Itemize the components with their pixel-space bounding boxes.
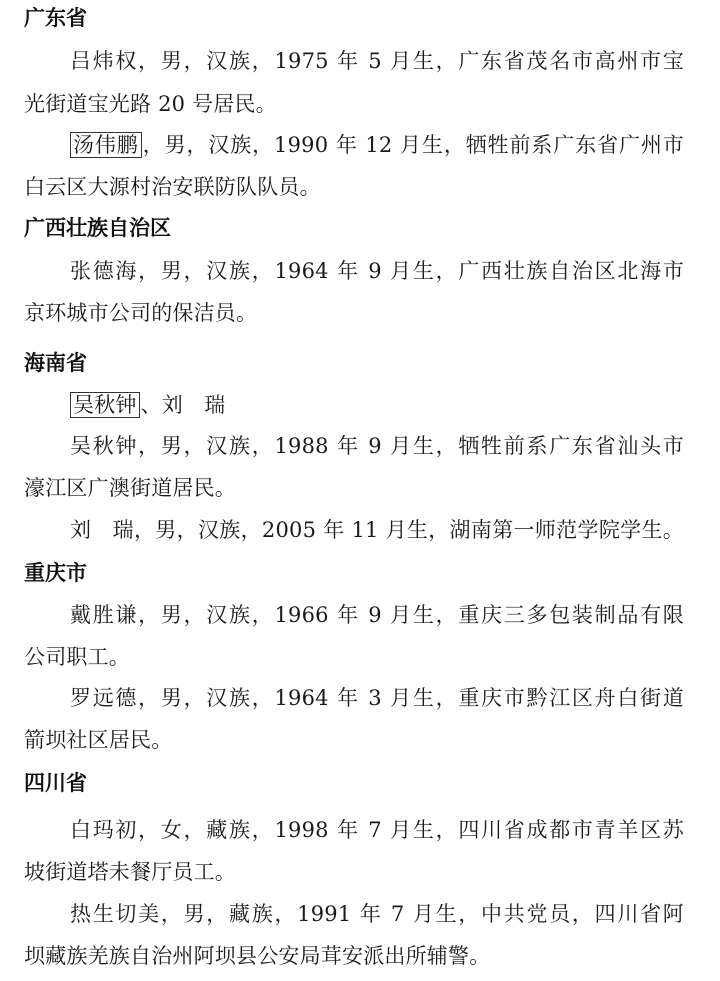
entry-line: 白玛初，女，藏族，1998 年 7 月生，四川省成都市青羊区苏 (70, 818, 684, 842)
section-heading-sichuan: 四川省 (24, 771, 87, 795)
section-heading-hainan: 海南省 (24, 351, 87, 375)
section-heading-guangdong: 广东省 (24, 6, 87, 30)
entry-line: 戴胜谦，男，汉族，1966 年 9 月生，重庆三多包装制品有限 (70, 603, 684, 627)
group-title-rest: 、刘 瑞 (140, 393, 226, 417)
entry-line: 白云区大源村治安联防队队员。 (24, 175, 321, 199)
group-title (70, 390, 225, 420)
boxed-name: 吴秋钟 (70, 392, 140, 418)
entry-line: 光街道宝光路 20 号居民。 (24, 92, 277, 116)
section-heading-guangxi: 广西壮族自治区 (24, 216, 171, 240)
entry-line (70, 130, 684, 160)
section-heading-chongqing: 重庆市 (24, 561, 87, 585)
entry-line: 张德海，男，汉族，1964 年 9 月生，广西壮族自治区北海市 (70, 259, 684, 283)
entry-line: 京环城市公司的保洁员。 (24, 301, 258, 325)
entry-line: 罗远德，男，汉族，1964 年 3 月生，重庆市黔江区舟白街道 (70, 686, 684, 710)
entry-line: 坝藏族羌族自治州阿坝县公安局茸安派出所辅警。 (24, 944, 491, 968)
entry-line: 坡街道塔未餐厅员工。 (24, 860, 236, 884)
boxed-name: 汤伟鹏 (70, 132, 142, 158)
entry-line: 刘 瑞，男，汉族，2005 年 11 月生，湖南第一师范学院学生。 (70, 518, 684, 542)
entry-line: 吴秋钟，男，汉族，1988 年 9 月生，牺牲前系广东省汕头市 (70, 434, 684, 458)
entry-line-text: ，男，汉族，1990 年 12 月生，牺牲前系广东省广州市 (142, 133, 684, 157)
entry-line: 公司职工。 (24, 645, 130, 669)
entry-line: 箭坝社区居民。 (24, 728, 173, 752)
entry-line: 濠江区广澳街道居民。 (24, 476, 236, 500)
entry-line: 热生切美，男，藏族，1991 年 7 月生，中共党员，四川省阿 (70, 902, 684, 926)
entry-line: 吕炜权，男，汉族，1975 年 5 月生，广东省茂名市高州市宝 (70, 49, 684, 73)
